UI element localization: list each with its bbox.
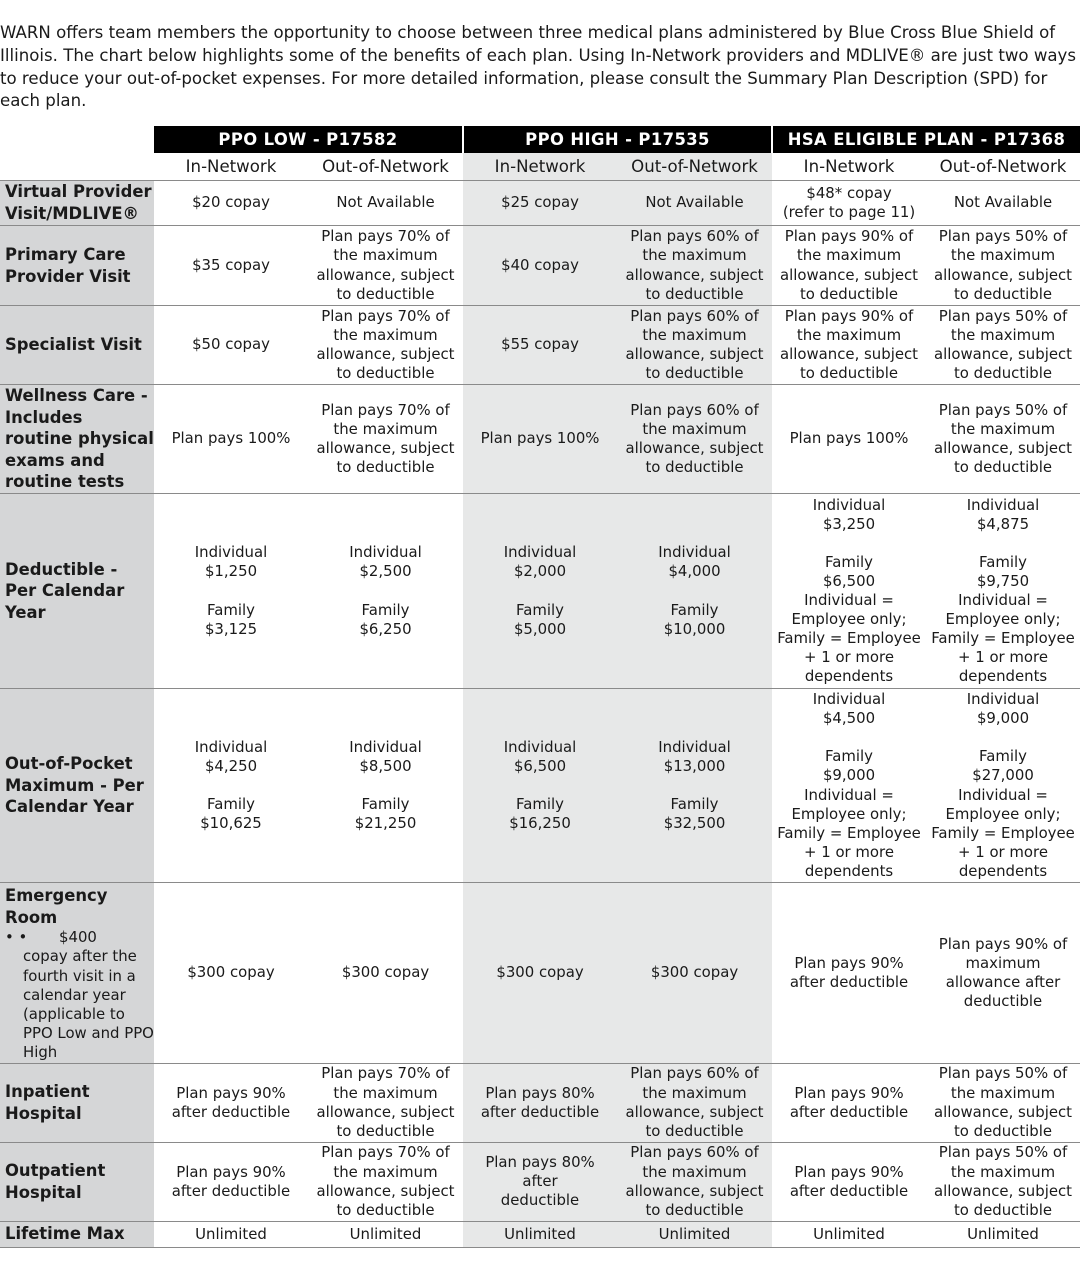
cell-value: Plan pays 80% after deductible bbox=[485, 1152, 595, 1210]
cell-value: $300 copay bbox=[341, 963, 430, 982]
table-row bbox=[0, 883, 1080, 1064]
cell-value: Plan pays 90% after deductible bbox=[171, 1162, 291, 1200]
cell-ppo-high-in bbox=[463, 1142, 617, 1221]
cell-ppo-high-out bbox=[617, 385, 772, 494]
plan-header-row bbox=[0, 126, 1080, 153]
cell-value: Plan pays 60% of the maximum allowance, subject to deductible bbox=[625, 1064, 764, 1140]
cell-value: Plan pays 70% of the maximum allowance, subject to deductible bbox=[316, 227, 455, 303]
cell-value: Plan pays 60% of the maximum allowance, subject to deductible bbox=[625, 227, 764, 303]
cell-value: Plan pays 50% of the maximum allowance, subject to deductible bbox=[933, 306, 1073, 383]
row-label bbox=[0, 494, 154, 689]
cell-value: $25 copay bbox=[501, 193, 579, 212]
cell-value: Plan pays 90% of maximum allowance after deductible bbox=[938, 934, 1068, 1010]
cell-ppo-high-out bbox=[617, 689, 772, 883]
cell-value: Plan pays 70% of the maximum allowance, subject to deductible bbox=[316, 1143, 455, 1219]
cell-ppo-low-out bbox=[308, 689, 463, 883]
cell-value: $300 copay bbox=[187, 963, 275, 982]
row-label-text: Deductible - Per Calendar Year bbox=[5, 559, 125, 622]
cell-value: Unlimited bbox=[195, 1224, 267, 1243]
network-header-in: In-Network bbox=[803, 157, 895, 176]
row-label bbox=[0, 385, 154, 494]
cell-ppo-high-out bbox=[617, 1142, 772, 1221]
cell-hsa-out bbox=[926, 306, 1080, 385]
cell-ppo-low-out bbox=[308, 883, 463, 1064]
cell-ppo-high-out bbox=[617, 226, 772, 306]
cell-ppo-high-out bbox=[617, 1063, 772, 1142]
cell-value: Individual $6,500 Family $16,250 bbox=[503, 737, 577, 833]
row-label bbox=[0, 1063, 154, 1142]
cell-hsa-in bbox=[772, 306, 926, 385]
cell-hsa-out bbox=[926, 226, 1080, 306]
table-row bbox=[0, 181, 1080, 226]
cell-value: Plan pays 70% of the maximum allowance, subject to deductible bbox=[316, 306, 455, 383]
cell-value: Plan pays 100% bbox=[789, 429, 909, 448]
cell-value: Individual $2,000 Family $5,000 bbox=[503, 543, 577, 638]
table-row bbox=[0, 306, 1080, 385]
cell-value: Unlimited bbox=[349, 1224, 422, 1243]
row-label-text: Wellness Care - Includes routine physical exams and routine tests bbox=[5, 386, 154, 492]
bullet-icon: • • bbox=[5, 928, 28, 947]
cell-ppo-high-out bbox=[617, 181, 772, 226]
cell-ppo-high-in bbox=[463, 494, 617, 689]
cell-value: Not Available bbox=[953, 193, 1053, 212]
cell-ppo-high-in bbox=[463, 181, 617, 226]
table-body bbox=[0, 181, 1080, 1248]
cell-ppo-low-in bbox=[154, 883, 308, 1064]
cell-value: Not Available bbox=[336, 193, 435, 212]
cell-hsa-out bbox=[926, 494, 1080, 689]
cell-ppo-low-out bbox=[308, 1221, 463, 1247]
cell-hsa-out bbox=[926, 1063, 1080, 1142]
cell-value: Plan pays 50% of the maximum allowance, subject to deductible bbox=[933, 227, 1073, 303]
cell-value: Individual $3,250 Family $6,500 Individual = Employee only; Family = Employee + 1 or more dependents bbox=[777, 495, 921, 686]
cell-value: Individual $13,000 Family $32,500 bbox=[658, 737, 731, 833]
cell-hsa-out bbox=[926, 1142, 1080, 1221]
cell-value: $20 copay bbox=[192, 193, 270, 212]
cell-value: Plan pays 100% bbox=[480, 429, 600, 448]
table-row bbox=[0, 689, 1080, 883]
plan-header-hsa: HSA ELIGIBLE PLAN - P17368 bbox=[772, 126, 1080, 153]
row-label-text: Outpatient Hospital bbox=[5, 1161, 106, 1202]
cell-ppo-high-in bbox=[463, 689, 617, 883]
cell-value: Plan pays 100% bbox=[171, 429, 291, 448]
cell-ppo-low-in bbox=[154, 1142, 308, 1221]
table-row bbox=[0, 226, 1080, 306]
row-label bbox=[0, 306, 154, 385]
cell-value: Not Available bbox=[645, 193, 744, 212]
cell-ppo-high-in bbox=[463, 1063, 617, 1142]
cell-hsa-out bbox=[926, 1221, 1080, 1247]
cell-value: Plan pays 90% after deductible bbox=[789, 953, 909, 991]
cell-ppo-low-out bbox=[308, 226, 463, 306]
cell-value: $300 copay bbox=[496, 963, 584, 982]
network-header-out: Out-of-Network bbox=[939, 157, 1067, 176]
cell-hsa-in bbox=[772, 1063, 926, 1142]
cell-ppo-low-out bbox=[308, 385, 463, 494]
row-label bbox=[0, 181, 154, 226]
network-header-spacer bbox=[0, 153, 154, 181]
table-row bbox=[0, 1142, 1080, 1221]
row-label-text: Specialist Visit bbox=[5, 335, 142, 355]
cell-value: Individual $9,000 Family $27,000 Individual = Employee only; Family = Employee + 1 or more dependents bbox=[931, 690, 1075, 880]
cell-value: Plan pays 60% of the maximum allowance, subject to deductible bbox=[625, 1143, 764, 1219]
table-row bbox=[0, 1221, 1080, 1247]
cell-ppo-high-in bbox=[463, 1221, 617, 1247]
cell-value: Plan pays 70% of the maximum allowance, subject to deductible bbox=[316, 1064, 455, 1140]
cell-hsa-in bbox=[772, 689, 926, 883]
cell-value: Plan pays 90% after deductible bbox=[789, 1083, 909, 1121]
cell-value: $300 copay bbox=[650, 963, 739, 982]
cell-value: Plan pays 80% after deductible bbox=[480, 1083, 600, 1121]
cell-ppo-low-in bbox=[154, 494, 308, 689]
cell-value: $50 copay bbox=[192, 335, 270, 354]
row-label-text: Out-of-Pocket Maximum - Per Calendar Year bbox=[5, 754, 144, 817]
plan-header-ppo-low: PPO LOW - P17582 bbox=[154, 126, 463, 153]
cell-ppo-low-out bbox=[308, 181, 463, 226]
cell-value: Unlimited bbox=[967, 1224, 1039, 1243]
cell-value: $55 copay bbox=[501, 335, 579, 354]
network-header-out: Out-of-Network bbox=[322, 157, 449, 176]
cell-value: $40 copay bbox=[501, 255, 579, 274]
network-header-in: In-Network bbox=[463, 153, 617, 181]
network-header-row bbox=[0, 153, 1080, 181]
cell-value: $35 copay bbox=[192, 255, 270, 274]
cell-value: Individual $4,250 Family $10,625 bbox=[194, 737, 268, 833]
cell-ppo-high-out bbox=[617, 1221, 772, 1247]
cell-ppo-low-out bbox=[308, 494, 463, 689]
network-header-in: In-Network bbox=[185, 157, 277, 176]
cell-value: Individual $4,000 Family $10,000 bbox=[658, 543, 731, 638]
cell-hsa-in bbox=[772, 385, 926, 494]
row-label-text: Emergency Room bbox=[5, 886, 108, 927]
intro-paragraph: WARN offers team members the opportunity to choose between three medical plans administered by Blue Cross Blue Shield of Illinois. The chart below highlights some of the benefits of each plan. Using In-Network providers and MDLIVE® are just two ways to reduce your out-of-pocket expenses. For more detailed information, please consult the Summary Plan Description (SPD) for each plan. bbox=[0, 23, 1077, 111]
cell-hsa-out bbox=[926, 385, 1080, 494]
cell-ppo-high-out bbox=[617, 494, 772, 689]
cell-hsa-out bbox=[926, 181, 1080, 226]
cell-ppo-low-in bbox=[154, 1221, 308, 1247]
row-label-text: Lifetime Max bbox=[5, 1224, 125, 1244]
cell-ppo-high-out bbox=[617, 306, 772, 385]
cell-value: Plan pays 90% of the maximum allowance, subject to deductible bbox=[779, 306, 919, 383]
cell-value: Plan pays 70% of the maximum allowance, subject to deductible bbox=[316, 400, 455, 477]
note-text: copay after the fourth visit in a calendar year (applicable to PPO Low and PPO High bbox=[23, 947, 154, 1062]
cell-hsa-in bbox=[772, 883, 926, 1064]
row-label bbox=[0, 883, 154, 1064]
cell-value: Plan pays 60% of the maximum allowance, subject to deductible bbox=[625, 400, 764, 477]
cell-hsa-in bbox=[772, 226, 926, 306]
cell-value: Plan pays 50% of the maximum allowance, subject to deductible bbox=[933, 1143, 1073, 1219]
cell-ppo-low-out bbox=[308, 1142, 463, 1221]
row-label-text: Inpatient Hospital bbox=[5, 1082, 90, 1123]
row-label bbox=[0, 689, 154, 883]
cell-value: Individual $2,500 Family $6,250 bbox=[349, 543, 422, 638]
cell-value: Unlimited bbox=[504, 1224, 576, 1243]
cell-ppo-high-out bbox=[617, 883, 772, 1064]
cell-value: Individual $8,500 Family $21,250 bbox=[349, 737, 422, 833]
cell-ppo-low-out bbox=[308, 306, 463, 385]
note-amount: $400 bbox=[59, 928, 97, 947]
cell-value: Plan pays 90% after deductible bbox=[789, 1162, 909, 1200]
cell-ppo-low-in bbox=[154, 689, 308, 883]
cell-value: Plan pays 50% of the maximum allowance, subject to deductible bbox=[933, 1064, 1073, 1140]
cell-value: $48* copay (refer to page 11) bbox=[782, 183, 916, 221]
cell-hsa-in bbox=[772, 1142, 926, 1221]
cell-hsa-out bbox=[926, 883, 1080, 1064]
cell-hsa-in bbox=[772, 494, 926, 689]
cell-ppo-low-in bbox=[154, 1063, 308, 1142]
cell-ppo-high-in bbox=[463, 385, 617, 494]
cell-hsa-in bbox=[772, 181, 926, 226]
header-spacer bbox=[0, 126, 154, 153]
network-header-out: Out-of-Network bbox=[617, 153, 772, 181]
medical-plans-comparison-table bbox=[0, 126, 1080, 1248]
row-label-text: Virtual Provider Visit/MDLIVE® bbox=[5, 182, 152, 223]
cell-value: Individual $1,250 Family $3,125 bbox=[194, 543, 268, 638]
row-label bbox=[0, 1221, 154, 1247]
cell-hsa-out bbox=[926, 689, 1080, 883]
cell-ppo-high-in bbox=[463, 226, 617, 306]
table-row bbox=[0, 1063, 1080, 1142]
cell-ppo-low-in bbox=[154, 226, 308, 306]
cell-ppo-low-in bbox=[154, 385, 308, 494]
plan-header-ppo-high: PPO HIGH - P17535 bbox=[463, 126, 772, 153]
table-row bbox=[0, 494, 1080, 689]
cell-ppo-low-in bbox=[154, 306, 308, 385]
row-label bbox=[0, 1142, 154, 1221]
row-label-note bbox=[5, 928, 154, 1062]
cell-value: Plan pays 50% of the maximum allowance, subject to deductible bbox=[933, 400, 1073, 477]
cell-value: Unlimited bbox=[813, 1224, 885, 1243]
row-label bbox=[0, 226, 154, 306]
cell-ppo-low-in bbox=[154, 181, 308, 226]
cell-value: Individual $4,875 Family $9,750 Individual = Employee only; Family = Employee + 1 or more dependents bbox=[931, 495, 1075, 686]
cell-hsa-in bbox=[772, 1221, 926, 1247]
cell-value: Individual $4,500 Family $9,000 Individual = Employee only; Family = Employee + 1 or more dependents bbox=[777, 690, 921, 880]
cell-value: Plan pays 90% after deductible bbox=[171, 1083, 291, 1121]
cell-value: Plan pays 60% of the maximum allowance, subject to deductible bbox=[625, 306, 764, 383]
cell-value: Plan pays 90% of the maximum allowance, subject to deductible bbox=[779, 227, 919, 303]
cell-ppo-high-in bbox=[463, 883, 617, 1064]
row-label-text: Primary Care Provider Visit bbox=[5, 244, 131, 286]
cell-ppo-low-out bbox=[308, 1063, 463, 1142]
cell-ppo-high-in bbox=[463, 306, 617, 385]
cell-value: Unlimited bbox=[658, 1224, 731, 1243]
table-row bbox=[0, 385, 1080, 494]
